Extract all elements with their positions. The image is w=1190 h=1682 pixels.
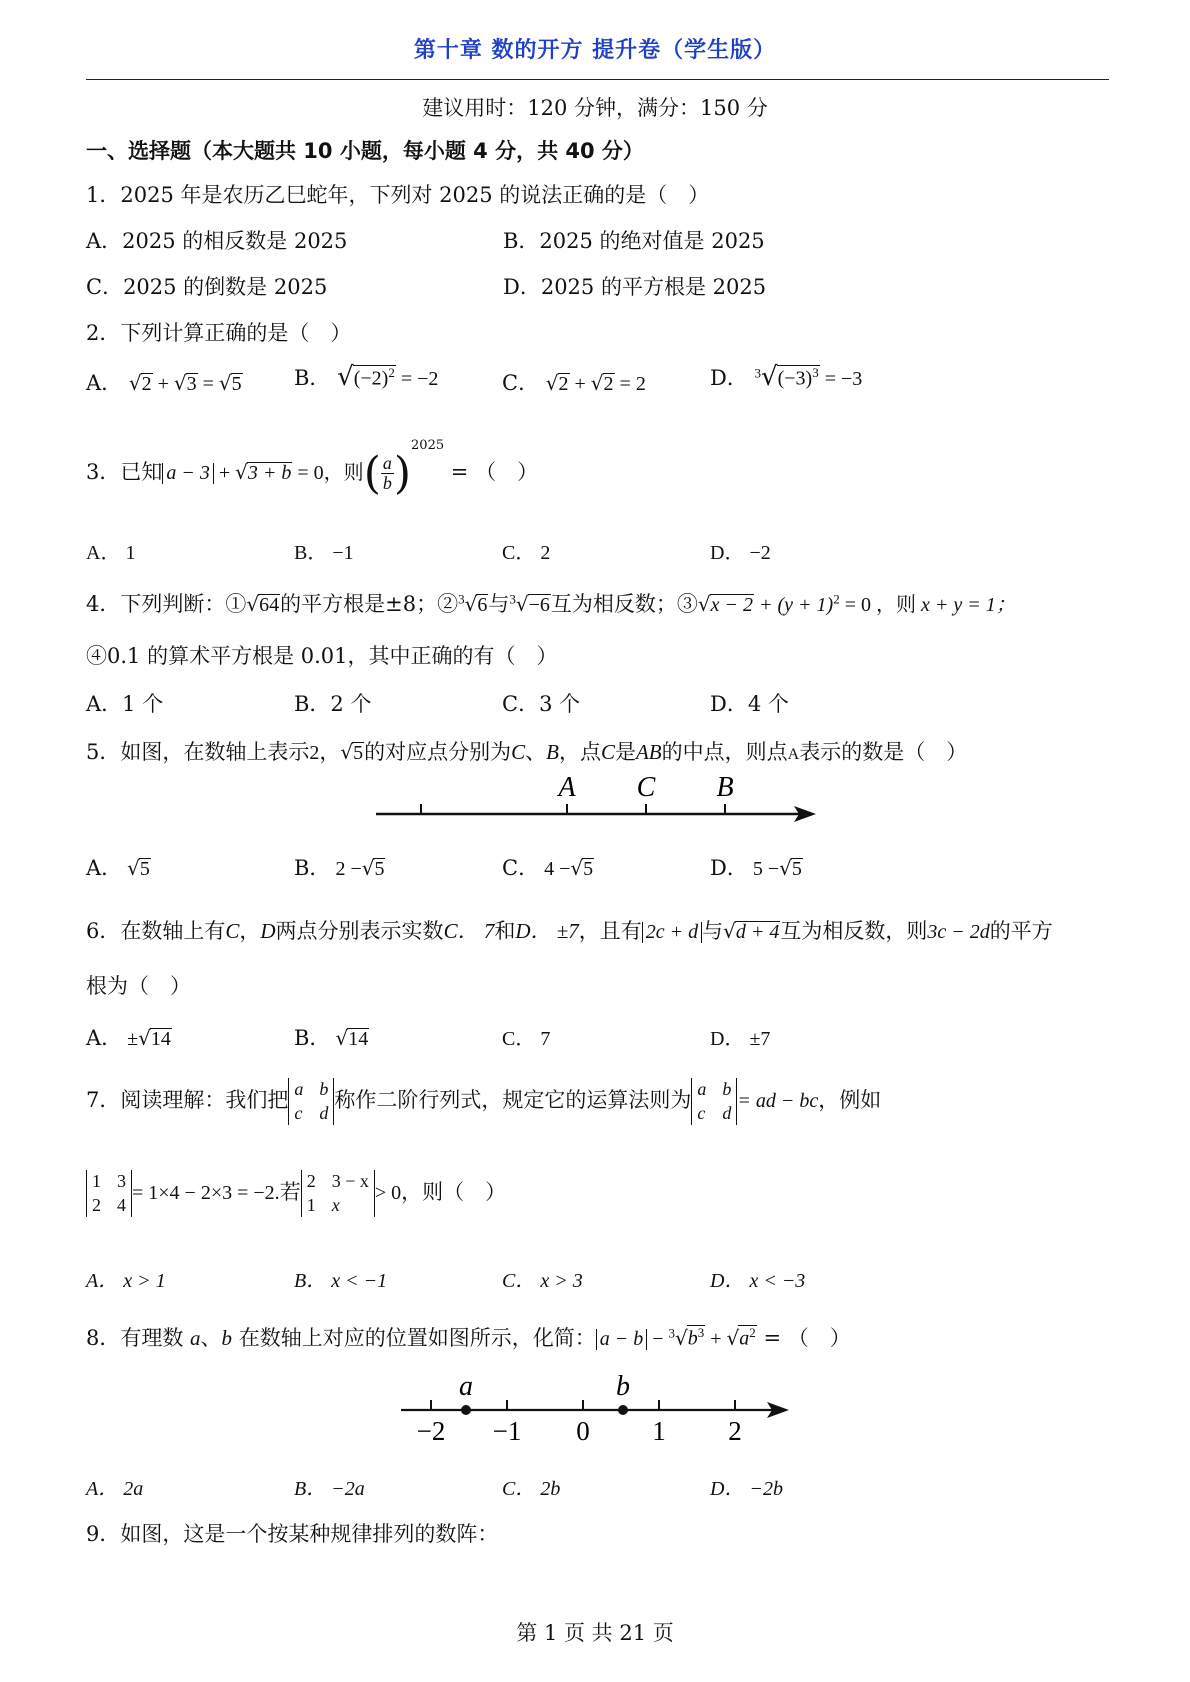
tick-label: 1 [652,1416,666,1446]
q2-b-result: = −2 [395,368,439,390]
label: D． [710,856,748,880]
numerator: a [382,453,392,474]
q5-option-b: B． 2 −√5 [294,856,385,880]
cell: 4 [117,1194,126,1215]
determinant [288,1078,334,1126]
text: ，例如 [818,1088,882,1112]
cell: 1 [92,1170,101,1191]
q1-stem: 1．2025 年是农历乙巳蛇年，下列对 2025 的说法正确的是（ ） [86,183,710,207]
q3-prefix: 3．已知 [86,460,163,484]
point-label: C [511,740,526,764]
label: B． [294,1026,331,1050]
text: 互为相反数；③ [550,592,698,616]
segment-label: AB [635,740,662,764]
q5-number-line [370,772,820,832]
expr: 4 − [544,858,571,880]
abs-expr: a − 3 [162,463,214,484]
q3-option-c: C． 2 [502,542,551,564]
tick-label: 0 [576,1416,590,1446]
radicand: 5 [353,742,364,764]
cell: d [319,1102,329,1123]
var: C． 7 [443,919,495,943]
radicand: a [739,1328,750,1350]
text: 和 [494,919,516,943]
text: 在数轴上对应的位置如图所示，化简： [232,1326,596,1350]
tick-label: −1 [492,1416,522,1446]
q8-option-a: A． 2a [86,1478,144,1500]
q1-option-d: D．2025 的平方根是 2025 [503,275,767,299]
radicand: b [687,1328,698,1350]
tick-label: −2 [416,1416,446,1446]
time-info: 建议用时：120 分钟，满分：150 分 [422,96,768,120]
point-label: A [787,746,800,763]
q4-option-a: A．1 个 [86,692,164,716]
fraction [381,454,394,493]
exponent: 2 [833,591,840,607]
text: 的平方 [989,919,1053,943]
q4-option-d: D．4 个 [710,692,789,716]
section-heading: 一、选择题（本大题共 10 小题，每小题 4 分，共 40 分） [86,139,644,163]
radicand: 5 [791,858,802,880]
cell: c [697,1102,706,1123]
q8-stem: 8．有理数 a、b 在数轴上对应的位置如图所示，化简： $a - b - ^3√b^3 + √a^2$ = （ ） [86,1325,851,1350]
cell: d [722,1102,732,1123]
radicand: 2 [603,373,614,395]
abs-expr: a − b [596,1329,648,1350]
q6-option-b: B． √14 [294,1026,369,1050]
text: ，则（ ） [401,1180,507,1204]
q2-stem: 2．下列计算正确的是（ ） [86,321,352,345]
radicand: (−3) [777,368,813,390]
point-label: B [546,740,559,764]
expr: − [647,1328,669,1350]
q5-option-a: A． √5 [86,856,150,880]
root-index: 3 [754,365,762,381]
point-label: C [225,919,240,943]
exponent: 2 [388,365,395,381]
expr: > 0 [374,1182,402,1204]
radicand: 5 [374,858,385,880]
q6-option-d: D． ±7 [710,1028,771,1050]
text: = （ ） [756,1326,851,1350]
radicand: d + 4 [735,921,780,943]
q1-option-a: A．2025 的相反数是 2025 [86,229,348,253]
text: 4．下列判断：① [86,592,247,616]
determinant [86,1170,132,1218]
text: ， [239,919,261,943]
text: 的平方根是±8；② [280,592,459,616]
text: 互为相反数，则 [780,919,928,943]
q2-option-c: C． √2 + √2 = 2 [502,371,646,395]
q2-b-label: B． [294,366,331,390]
point-label-a: a [459,1371,473,1402]
text: 与 [702,919,724,943]
page-number: 第 1 页 共 21 页 [516,1621,674,1645]
document-title: 第十章 数的开方 提升卷（学生版） [413,38,777,63]
expr: + (y + 1) [754,594,834,616]
q8-option-b: B． −2a [294,1478,365,1500]
expr: x + y = 1； [920,594,1016,616]
point-label-c: C [636,772,656,803]
expr: 2 − [335,858,362,880]
exponent: 2 [749,1325,756,1341]
radicand: 3 [186,373,197,395]
text: ，点 [558,740,601,764]
q2-option-a [86,367,243,397]
exponent: 2025 [411,438,445,453]
text: 是 [614,740,636,764]
q7-option-b: B． x < −1 [294,1270,388,1292]
text: 6．在数轴上有 [86,919,226,943]
radicand: −6 [528,594,550,616]
q7-option-a: A． x > 1 [86,1270,166,1292]
expr: 3c − 2d [927,921,990,943]
q3-mid: = 0，则 [292,462,364,484]
q6-option-c: C． 7 [502,1028,551,1050]
radicand: (−2) [353,368,389,390]
root-index: 3 [458,591,465,607]
point-label-a: A [558,772,576,803]
q3-stem: 3．已知 a − 3 + √3 + b = 0，则( $\frac{a}{b}$ )$^{2025}$ = （ ） [86,438,539,499]
q7-stem-line1 [86,1070,881,1131]
q2-option-d: D． $^3√(-3)^3 = -3$ [710,362,863,392]
label: C． [502,856,540,880]
radicand: x − 2 [710,594,753,616]
point-b [618,1405,628,1415]
q3-option-d: D． −2 [710,542,771,564]
radicand: 5 [231,373,242,395]
expr: = 0 ，则 [839,594,921,616]
q7-option-d: D． x < −3 [710,1270,806,1292]
radicand: 5 [583,858,594,880]
exponent: 3 [697,1325,705,1341]
cell: 2 [92,1194,101,1215]
q4-option-c: C．3 个 [502,692,581,716]
denominator: b [382,473,392,493]
text: 5．如图，在数轴上表示 [86,740,310,764]
exponent: 3 [812,365,819,381]
text: 表示的数是（ ） [799,740,968,764]
cell: 3 [117,1170,126,1191]
radicand: 14 [348,1028,369,1050]
expr: 5 − [752,858,780,880]
q1-option-c: C．2025 的倒数是 2025 [86,275,328,299]
q2-option-b: B． $√(-2)^2 = -2$ [294,362,439,392]
q1-option-b: B．2025 的绝对值是 2025 [503,229,765,253]
radicand: 14 [150,1028,171,1050]
var: b [221,1326,233,1350]
root-index: 3 [668,1325,676,1341]
point-label-b: b [616,1371,630,1402]
radicand: 5 [139,858,150,880]
expr: ± [127,1028,139,1050]
header-rule [86,79,1109,80]
text: 两点分别表示实数 [275,919,444,943]
q6-stem-line1: 6．在数轴上有C，D两点分别表示实数C． 7和D． ±7，且有 2c + d 与√d + 4互为相反数，则3c − 2d的平方 [86,919,1053,943]
q2-d-result: = −3 [819,368,863,390]
cell: a [294,1078,304,1099]
label: B． [294,856,331,880]
cell: b [722,1078,732,1099]
expr: = 1×4 − 2×3 = −2. [132,1182,280,1204]
radicand: 2 [141,373,152,395]
cell: b [319,1078,329,1099]
abs-expr: 2c + d [642,922,702,943]
q7-stem-line2 [86,1162,506,1223]
q4-stem-line2: ④0.1 的算术平方根是 0.01，其中正确的有（ ） [86,644,558,668]
q5-option-c: C． 4 −√5 [502,856,594,880]
point-label: D [260,919,276,943]
determinant [301,1170,375,1218]
text: 、 [200,1326,222,1350]
q7-option-c: C． x > 3 [502,1270,583,1292]
q2-a-label: A． [86,371,123,395]
cell: c [294,1102,303,1123]
q8-option-d: D． −2b [710,1478,783,1500]
text: 、 [525,740,547,764]
text: 若 [279,1180,301,1204]
point-label: C [600,740,615,764]
expr: = ad − bc [737,1090,819,1112]
var: D． ±7 [515,919,579,943]
text: 称作二阶行列式，规定它的运算法则为 [334,1088,692,1112]
q4-option-b: B．2 个 [294,692,372,716]
q3-option-b: B． −1 [294,542,354,564]
radicand: 2 [558,373,569,395]
q4-stem-line1: 4．下列判断：①√64的平方根是±8；②$^3$√6与$^3$√−6互为相反数；③√x − $2 + (y + 1)^2 = 0$ ，则 x + y = 1； [86,591,1016,616]
text: 8．有理数 [86,1326,191,1350]
text: 7．阅读理解：我们把 [86,1088,289,1112]
number: 2 [309,742,320,764]
text: ，且有 [578,919,642,943]
cell: x [331,1194,340,1215]
q6-stem-line2: 根为（ ） [86,974,191,998]
radicand: 6 [477,594,488,616]
cell: a [697,1078,707,1099]
cell: 3 − x [331,1170,369,1191]
text: ， [319,740,341,764]
cell: 2 [306,1170,316,1191]
text: 的对应点分别为 [364,740,512,764]
q5-option-d: D． 5 −√5 [710,856,802,880]
q5-stem: 5．如图，在数轴上表示2，√5的对应点分别为C、B，点C是AB的中点，则点A表示的数是（ ） [86,740,968,764]
label: A． [86,856,123,880]
point-label-b: B [716,772,734,803]
q8-option-c: C． 2b [502,1478,561,1500]
tick-label: 2 [728,1416,742,1446]
determinant [691,1078,737,1126]
cell: 1 [306,1194,316,1215]
text: 与 [488,592,510,616]
text: 的中点，则点 [661,740,788,764]
q2-d-label: D． [710,366,748,390]
radicand: 3 + b [247,462,292,484]
q6-option-a: A． ±√14 [86,1026,171,1050]
q3-suffix: = （ ） [444,460,539,484]
q8-number-line [395,1370,795,1450]
radicand: 64 [259,594,280,616]
expr: + [705,1328,727,1350]
q2-a-expr: √2 + √3 = √5 [128,371,242,395]
q3-option-a: A． 1 [86,542,136,564]
q2-c-label: C． [502,371,540,395]
q9-stem: 9．如图，这是一个按某种规律排列的数阵： [86,1522,499,1546]
label: A． [86,1026,123,1050]
q2-c-result: = 2 [614,373,646,395]
var: a [190,1326,201,1350]
point-a [461,1405,471,1415]
